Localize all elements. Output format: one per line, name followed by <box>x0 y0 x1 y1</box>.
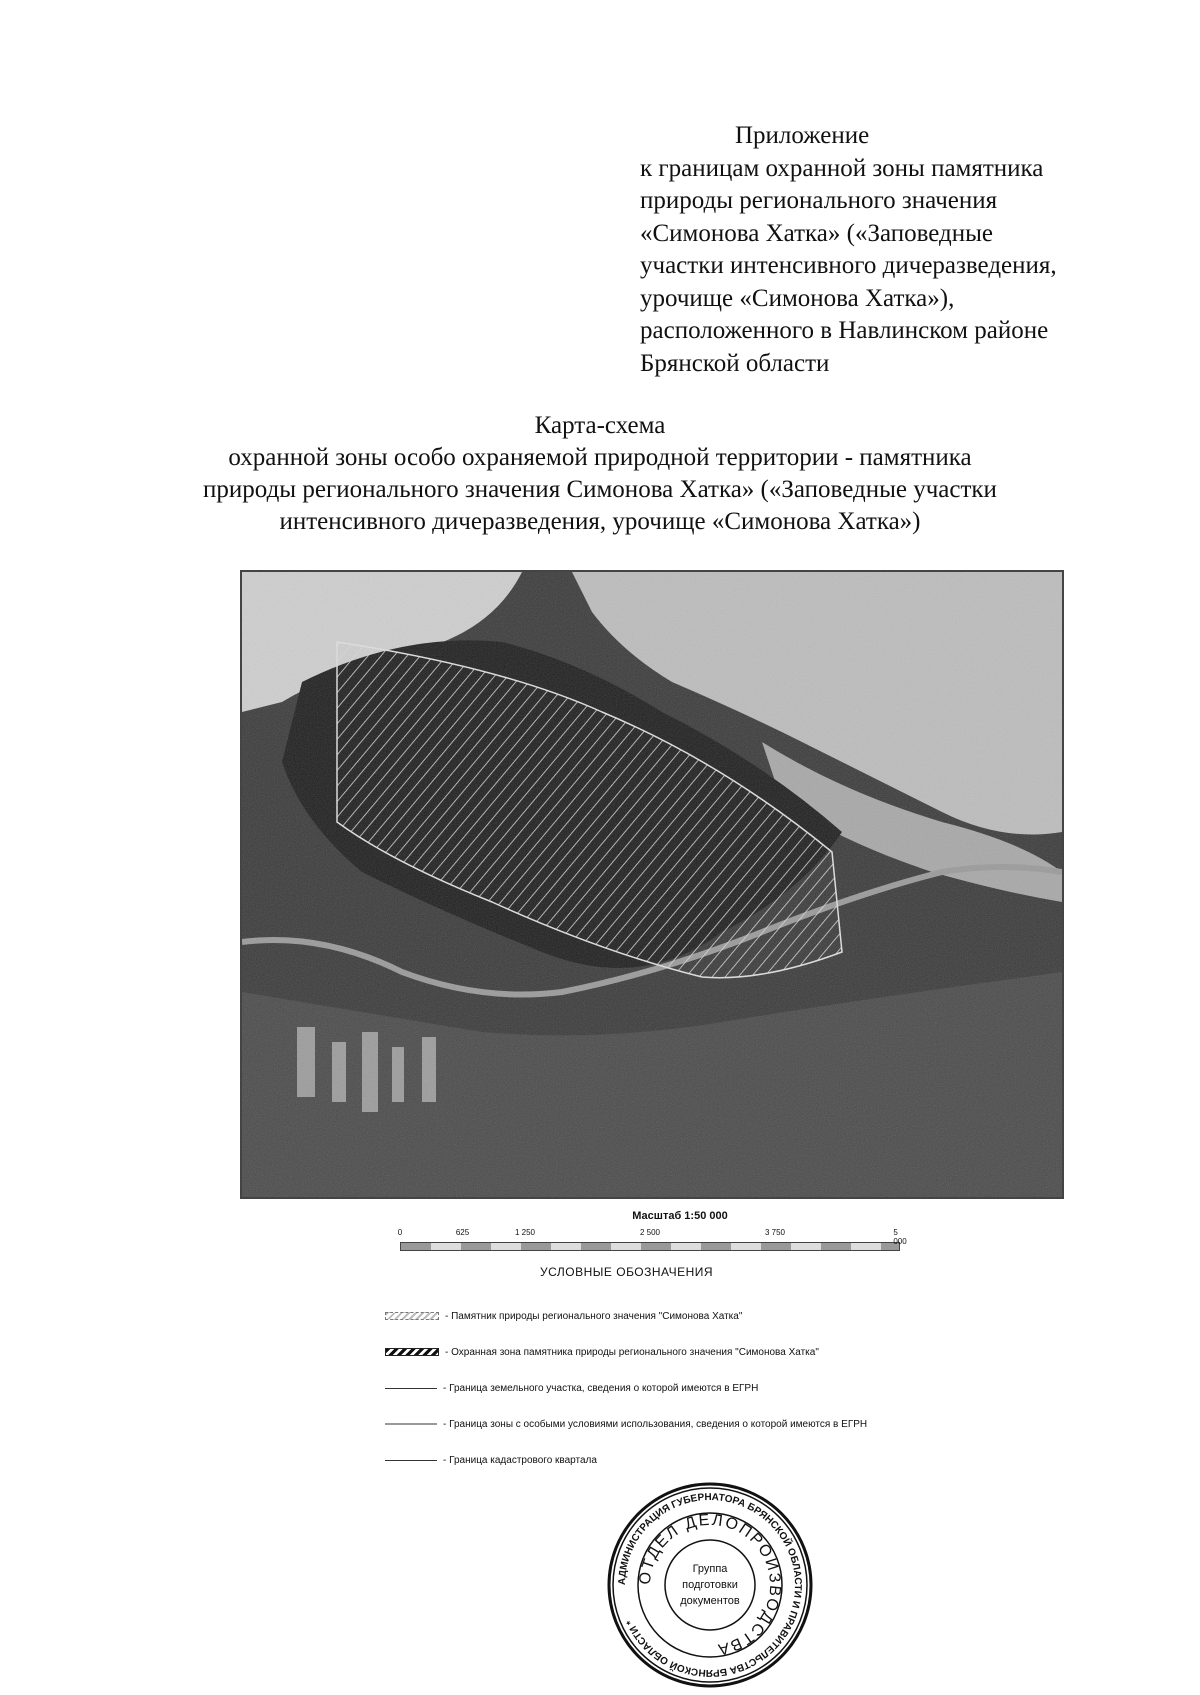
official-stamp <box>605 1480 815 1690</box>
legend-item <box>385 1442 1085 1478</box>
legend-item <box>385 1370 1085 1406</box>
appendix-line: урочище «Симонова Хатка»), <box>640 284 955 312</box>
appendix-line: Брянской области <box>640 349 830 377</box>
scale-tick: 3 750 <box>764 1228 786 1237</box>
map-scale <box>397 1210 907 1251</box>
appendix-line: «Симонова Хатка» («Заповедные <box>640 219 994 247</box>
appendix-line: к границам охранной зоны памятника <box>640 154 1044 182</box>
appendix-block <box>640 120 1160 380</box>
scale-tick: 1 250 <box>514 1228 536 1237</box>
land-plot-boundary-symbol <box>385 1388 437 1389</box>
legend-item <box>385 1298 1085 1334</box>
legend-text: - Памятник природы регионального значения "Симонова Хатка" <box>445 1310 743 1322</box>
monument-symbol <box>385 1312 439 1320</box>
cadastral-boundary-symbol <box>385 1460 437 1461</box>
stamp-center-line: подготовки <box>682 1579 738 1591</box>
satellite-map <box>240 570 1064 1199</box>
map-title-line: природы регионального значения Симонова Хатка» («Заповедные участки <box>203 476 997 503</box>
stamp-middle-text: ОТДЕЛ ДЕЛОПРОИЗВОДСТВА <box>636 1511 784 1658</box>
legend-text: - Граница кадастрового квартала <box>443 1454 597 1466</box>
map-title-line: Карта-схема <box>534 412 666 439</box>
scale-tick: 2 500 <box>639 1228 661 1237</box>
map-title-line: охранной зоны особо охраняемой природной территории - памятника <box>228 444 972 471</box>
scale-bar <box>400 1242 900 1251</box>
legend-item <box>385 1406 1085 1442</box>
legend-item <box>385 1334 1085 1370</box>
scale-tick: 625 <box>455 1228 470 1237</box>
legend-text: - Охранная зона памятника природы регионального значения "Симонова Хатка" <box>445 1346 819 1358</box>
scale-tick: 0 <box>397 1228 403 1237</box>
scale-tick: 5 000 <box>893 1228 907 1246</box>
legend <box>385 1298 1085 1478</box>
appendix-heading: Приложение <box>735 122 870 149</box>
map-title-line: интенсивного дичеразведения, урочище «Симонова Хатка») <box>279 508 921 535</box>
legend-text: - Граница зоны с особыми условиями использования, сведения о которой имеются в ЕГРН <box>443 1418 868 1430</box>
scale-ticks <box>397 1228 907 1246</box>
protection-zone-symbol <box>385 1348 439 1356</box>
legend-title: УСЛОВНЫЕ ОБОЗНАЧЕНИЯ <box>540 1265 714 1279</box>
appendix-line: природы регионального значения <box>640 187 998 214</box>
stamp-center-line: Группа <box>692 1563 728 1575</box>
stamp-outer-text: АДМИНИСТРАЦИЯ ГУБЕРНАТОРА БРЯНСКОЙ ОБЛАСТИ И ПРАВИТЕЛЬСТВА БРЯНСКОЙ ОБЛАСТИ * <box>616 1491 804 1679</box>
appendix-line: участки интенсивного дичеразведения, <box>640 252 1057 279</box>
special-zone-boundary-symbol <box>385 1423 437 1425</box>
map-title <box>160 410 1040 538</box>
appendix-line: расположенного в Навлинском районе <box>640 317 1049 344</box>
stamp-center-line: документов <box>680 1595 740 1607</box>
legend-text: - Граница земельного участка, сведения о которой имеются в ЕГРН <box>443 1382 759 1394</box>
scale-label: Масштаб 1:50 000 <box>632 1210 728 1222</box>
